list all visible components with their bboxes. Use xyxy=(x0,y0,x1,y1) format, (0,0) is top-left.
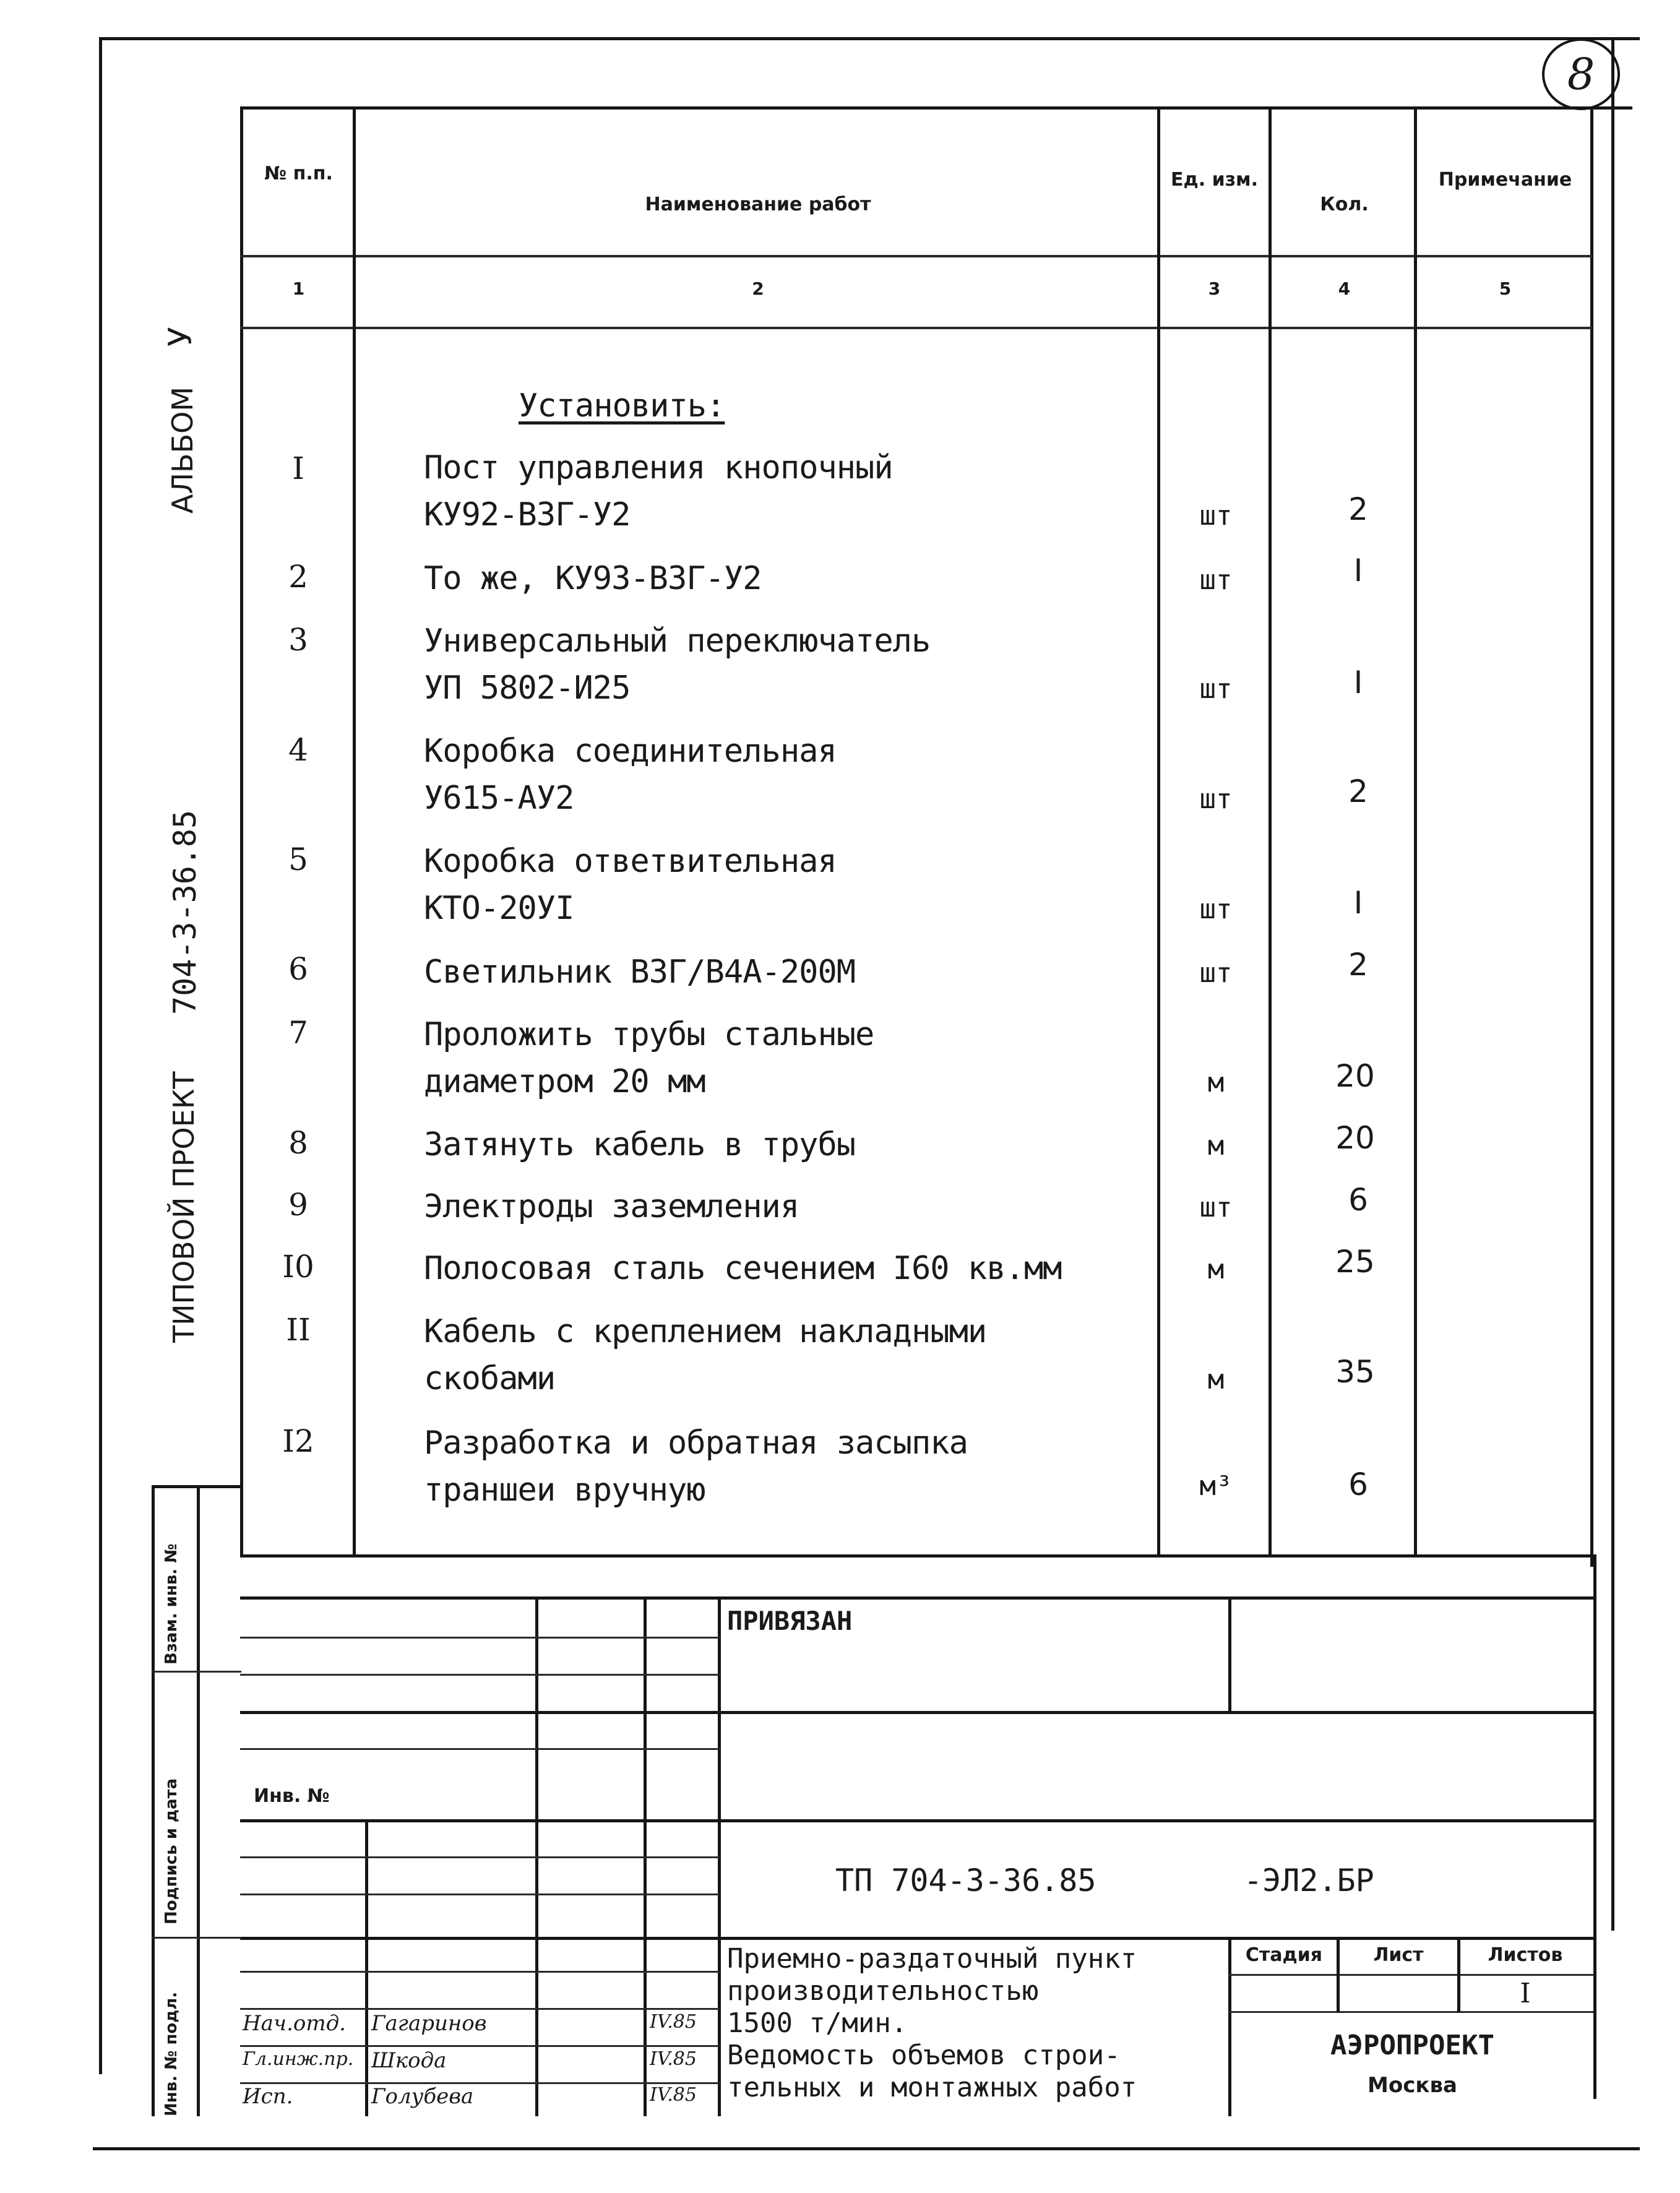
colnum-4: 4 xyxy=(1338,278,1351,299)
inv-no-label: Инв. № xyxy=(254,1785,330,1807)
row-6-name-1: Светильник ВЗГ/В4А-200М xyxy=(424,954,856,991)
row-4-unit: шт xyxy=(1199,783,1233,815)
row-1-name-2: КУ92-ВЗГ-У2 xyxy=(424,496,631,533)
colnum-3: 3 xyxy=(1208,278,1221,299)
row-10-qty: 25 xyxy=(1335,1244,1375,1280)
margin-col-right xyxy=(197,1485,200,2116)
margin-podpis-label: Подпись и дата xyxy=(162,1778,181,1924)
margin-vzam-label: Взам. инв. № xyxy=(162,1543,181,1665)
table-left-line xyxy=(240,106,243,1554)
row-9-unit: шт xyxy=(1199,1192,1233,1223)
stamp-row-8 xyxy=(240,1937,1595,1940)
row-3-name-2: УП 5802-И25 xyxy=(424,670,631,707)
stamp-v-1 xyxy=(365,1819,368,2116)
row-12-qty: 6 xyxy=(1348,1467,1368,1502)
row-7-qty: 20 xyxy=(1335,1058,1375,1094)
margin-top xyxy=(152,1485,241,1488)
row-3-number: 3 xyxy=(288,622,308,658)
title-line-1: Приемно-раздаточный пункт xyxy=(727,1943,1137,1975)
stamp-row-3 xyxy=(240,1711,1595,1714)
sheet-label: Лист xyxy=(1373,1944,1424,1966)
designation-suffix: -ЭЛ2.БР xyxy=(1244,1863,1374,1898)
row-2-number: 2 xyxy=(288,559,308,595)
row-12-unit: м³ xyxy=(1199,1470,1233,1502)
row-10-name-1: Полосовая сталь сечением I60 кв.мм xyxy=(424,1250,1062,1287)
row-11-number: II xyxy=(286,1312,311,1348)
stage-label: Стадия xyxy=(1245,1944,1323,1966)
row-12-name-2: траншеи вручную xyxy=(424,1471,705,1509)
row-2-unit: шт xyxy=(1199,564,1233,596)
col-divider-3 xyxy=(1269,106,1272,1554)
row-7-number: 7 xyxy=(288,1015,308,1051)
row-10-number: I0 xyxy=(282,1249,314,1285)
row-9-name-1: Электроды заземления xyxy=(424,1188,799,1225)
sig-2-role: Гл.инж.пр. xyxy=(243,2048,354,2070)
row-3-name-1: Универсальный переключатель xyxy=(424,623,931,660)
side-project-label: ТИПОВОЙ ПРОЕКТ xyxy=(167,1071,200,1343)
col-divider-2 xyxy=(1157,106,1160,1554)
row-12-number: I2 xyxy=(282,1423,314,1459)
sig-1-role: Нач.отд. xyxy=(243,2011,346,2036)
stamp-row-12 xyxy=(240,2082,720,2084)
sig-1-date: IV.85 xyxy=(650,2011,697,2033)
row-1-name-1: Пост управления кнопочный xyxy=(424,449,893,486)
header-num: № п.п. xyxy=(264,163,333,184)
table-right-line xyxy=(1590,106,1593,1567)
org-name: АЭРОПРОЕКТ xyxy=(1330,2030,1494,2061)
title-line-5: тельных и монтажных работ xyxy=(727,2072,1137,2103)
stamp-row-4 xyxy=(240,1748,720,1750)
row-5-qty: I xyxy=(1353,885,1363,921)
row-1-qty: 2 xyxy=(1348,491,1368,527)
row-5-unit: шт xyxy=(1199,894,1233,925)
margin-div-2 xyxy=(152,1937,241,1939)
sheet-mark: 8 xyxy=(1567,49,1595,100)
row-4-name-1: Коробка соединительная xyxy=(424,733,837,770)
side-album-number: У xyxy=(162,327,199,347)
org-city: Москва xyxy=(1368,2073,1457,2098)
row-6-number: 6 xyxy=(288,951,308,987)
row-2-name-1: То же, КУ93-ВЗГ-У2 xyxy=(424,560,762,597)
title-line-3: 1500 т/мин. xyxy=(727,2007,908,2039)
stamp-row-1 xyxy=(240,1637,720,1639)
sig-1-name: Гагаринов xyxy=(371,2011,487,2036)
row-11-name-2: скобами xyxy=(424,1360,556,1397)
stamp-v-5 xyxy=(1228,1596,1231,1714)
row-8-qty: 20 xyxy=(1335,1120,1375,1156)
margin-col-left xyxy=(152,1485,155,2116)
stamp-row-10 xyxy=(240,2008,720,2010)
row-6-qty: 2 xyxy=(1348,947,1368,983)
row-9-qty: 6 xyxy=(1348,1182,1368,1218)
section-title: Установить: xyxy=(519,387,725,424)
col-divider-1 xyxy=(353,106,356,1554)
header-qty: Кол. xyxy=(1320,194,1369,215)
row-11-unit: м xyxy=(1207,1364,1225,1395)
stamp-row-9 xyxy=(240,1971,720,1973)
row-7-name-1: Проложить трубы стальные xyxy=(424,1016,874,1053)
sig-3-date: IV.85 xyxy=(650,2084,697,2106)
sig-2-date: IV.85 xyxy=(650,2048,697,2070)
sig-3-role: Исп. xyxy=(243,2084,293,2109)
stamp-right-line xyxy=(1593,1554,1596,2099)
sig-3-name: Голубева xyxy=(371,2084,474,2109)
stamp-row-6 xyxy=(240,1856,720,1858)
row-8-unit: м xyxy=(1207,1130,1225,1161)
row-7-name-2: диаметром 20 мм xyxy=(424,1063,705,1100)
stamp-line-a xyxy=(240,1554,1595,1558)
stage-row-2 xyxy=(1228,2011,1593,2013)
row-4-number: 4 xyxy=(288,732,308,768)
row-3-qty: I xyxy=(1353,665,1363,700)
row-8-number: 8 xyxy=(288,1125,308,1161)
row-3-unit: шт xyxy=(1199,673,1233,705)
row-9-number: 9 xyxy=(288,1187,308,1223)
row-2-qty: I xyxy=(1353,553,1363,588)
colnum-5: 5 xyxy=(1499,278,1512,299)
stage-row-1 xyxy=(1228,1974,1593,1976)
row-1-unit: шт xyxy=(1199,500,1233,532)
privyazan-label: ПРИВЯЗАН xyxy=(727,1606,853,1636)
sig-2-name: Шкода xyxy=(371,2048,447,2073)
colnum-2: 2 xyxy=(752,278,764,299)
row-11-qty: 35 xyxy=(1335,1354,1375,1390)
stamp-row-2 xyxy=(240,1674,720,1676)
row-8-name-1: Затянуть кабель в трубы xyxy=(424,1126,856,1163)
header-unit: Ед. изм. xyxy=(1171,169,1258,191)
title-line-2: производительностью xyxy=(727,1975,1039,2007)
frame-left-line xyxy=(99,38,102,2074)
row-7-unit: м xyxy=(1207,1067,1225,1098)
row-5-number: 5 xyxy=(288,842,308,877)
margin-div-1 xyxy=(152,1671,241,1673)
sheets-value: I xyxy=(1520,1978,1531,2009)
header-note: Примечание xyxy=(1438,169,1572,191)
sheets-label: Листов xyxy=(1488,1944,1563,1966)
col-divider-4 xyxy=(1414,106,1417,1554)
stamp-row-11 xyxy=(240,2045,720,2047)
side-project-code: 704-3-36.85 xyxy=(167,809,203,1015)
row-4-name-2: У615-АУ2 xyxy=(424,780,574,817)
side-album-label: АЛЬБОМ xyxy=(166,386,199,514)
row-11-name-1: Кабель с креплением накладными xyxy=(424,1313,987,1350)
stamp-line-b xyxy=(240,1596,1595,1600)
frame-bottom-line xyxy=(93,2147,1640,2150)
row-1-number: I xyxy=(292,450,304,486)
margin-inv-label: Инв. № подл. xyxy=(162,1991,181,2116)
title-line-4: Ведомость объемов строи- xyxy=(727,2040,1121,2071)
frame-right-line xyxy=(1611,37,1614,1931)
table-top-line xyxy=(240,106,1632,110)
designation: ТП 704-3-36.85 xyxy=(835,1863,1096,1898)
header-name: Наименование работ xyxy=(645,194,871,215)
frame-top-line xyxy=(99,37,1640,40)
stamp-row-7 xyxy=(240,1894,720,1895)
table-header-bottom-line xyxy=(240,255,1592,257)
row-5-name-2: КТО-20УI xyxy=(424,890,574,927)
row-5-name-1: Коробка ответвительная xyxy=(424,843,837,880)
row-6-unit: шт xyxy=(1199,957,1233,989)
row-12-name-1: Разработка и обратная засыпка xyxy=(424,1424,968,1462)
table-colnum-bottom-line xyxy=(240,327,1592,329)
colnum-1: 1 xyxy=(292,278,305,299)
stamp-row-5 xyxy=(240,1819,1595,1822)
row-4-qty: 2 xyxy=(1348,773,1368,809)
row-10-unit: м xyxy=(1207,1254,1225,1285)
